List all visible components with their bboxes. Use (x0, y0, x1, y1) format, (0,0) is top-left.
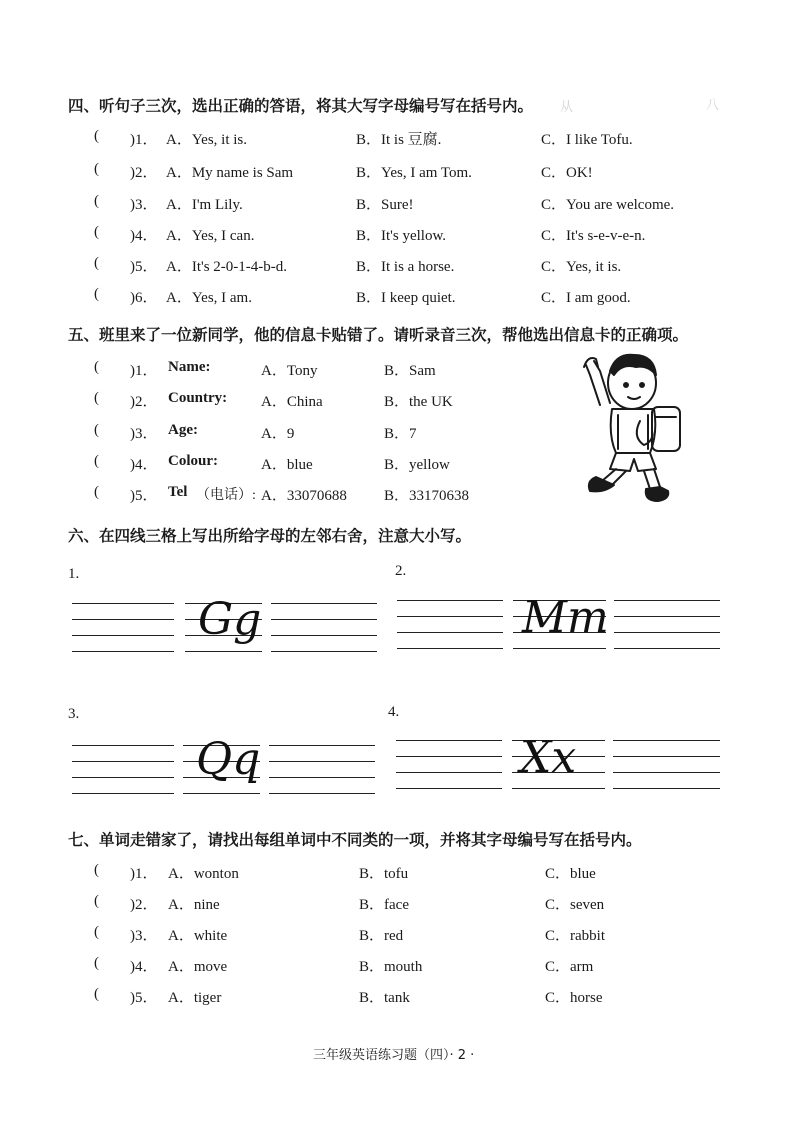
answer-blank[interactable]: ( (94, 161, 99, 177)
answer-blank[interactable]: ( (94, 359, 99, 375)
option-a: A．nine (168, 897, 220, 913)
option-b: B．tank (359, 990, 410, 1006)
option-b: B．Yes, I am Tom. (356, 165, 472, 181)
writing-line (269, 793, 375, 794)
writing-line (397, 632, 503, 633)
option-b: B．It is a horse. (356, 259, 455, 275)
answer-blank[interactable]: ( (94, 862, 99, 878)
answer-blank[interactable]: ( (94, 924, 99, 940)
option-a: A．move (168, 959, 228, 975)
section-6-title: 六、在四线三格上写出所给字母的左邻右舍，注意大小写。 (68, 527, 472, 545)
writing-line (397, 648, 503, 649)
given-letters-qq: Qq (196, 734, 261, 785)
section-5-title: 五、班里来了一位新同学，他的信息卡贴错了。请听录音三次，帮他选出信息卡的正确项。 (68, 326, 689, 344)
field-label: Age: (168, 422, 198, 438)
writing-line (396, 788, 502, 789)
writing-line (397, 616, 503, 617)
option-a: A．I'm Lily. (166, 197, 243, 213)
option-a: A．tiger (168, 990, 222, 1006)
option-c: C．rabbit (545, 928, 605, 944)
writing-line (72, 619, 174, 620)
writing-line (396, 756, 502, 757)
question-number: )3． (130, 197, 158, 213)
option-b: B．7 (384, 426, 417, 442)
writing-line (512, 788, 605, 789)
writing-line (613, 740, 720, 741)
option-b: B．yellow (384, 457, 450, 473)
option-b: B．red (359, 928, 404, 944)
writing-line (614, 600, 720, 601)
question-number: )3． (130, 426, 158, 442)
writing-line (72, 761, 174, 762)
question-number: )4． (130, 457, 158, 473)
question-number: )5． (130, 990, 158, 1006)
option-c: C．seven (545, 897, 605, 913)
writing-line (269, 745, 375, 746)
question-number: )3． (130, 928, 158, 944)
writing-line (72, 793, 174, 794)
option-c: C．I am good. (541, 290, 631, 306)
answer-blank[interactable]: ( (94, 893, 99, 909)
writing-line (613, 788, 720, 789)
answer-blank[interactable]: ( (94, 128, 99, 144)
writing-line (185, 651, 262, 652)
option-c: C．arm (545, 959, 594, 975)
field-label: Tel (168, 484, 188, 500)
option-b: B．face (359, 897, 409, 913)
bleed-through-text: 从 (560, 99, 574, 114)
writing-line (396, 772, 502, 773)
option-c: C．Yes, it is. (541, 259, 622, 275)
option-c: C．blue (545, 866, 596, 882)
field-label: Colour: (168, 453, 218, 469)
answer-blank[interactable]: ( (94, 955, 99, 971)
section-4-title: 四、听句子三次，选出正确的答语，将其大写字母编号写在括号内。 (68, 97, 534, 115)
option-a: A．blue (261, 457, 313, 473)
writing-line (271, 619, 377, 620)
writing-line (269, 761, 375, 762)
option-a: A．It's 2-0-1-4-b-d. (166, 259, 288, 275)
option-c: C．I like Tofu. (541, 132, 633, 148)
question-number: )1． (130, 132, 158, 148)
question-number: )2． (130, 165, 158, 181)
option-a: A．wonton (168, 866, 239, 882)
writing-line (183, 793, 260, 794)
question-number: )1． (130, 866, 158, 882)
page-footer: 三年级英语练习题（四）· 2 · (313, 1048, 475, 1063)
section-7-title: 七、单词走错家了，请找出每组单词中不同类的一项，并将其字母编号写在括号内。 (68, 831, 642, 849)
writing-line (72, 635, 174, 636)
option-b: B．It is 豆腐. (356, 132, 442, 148)
option-c: C．You are welcome. (541, 197, 675, 213)
option-b: B．I keep quiet. (356, 290, 456, 306)
answer-blank[interactable]: ( (94, 484, 99, 500)
field-label-chinese: （电话）: (196, 488, 256, 503)
option-a: A．Yes, I am. (166, 290, 252, 306)
question-number: )2． (130, 897, 158, 913)
option-b: B．It's yellow. (356, 228, 447, 244)
option-b: B．33170638 (384, 488, 470, 504)
writing-line (72, 745, 174, 746)
writing-line (513, 648, 606, 649)
writing-line (271, 635, 377, 636)
student-illustration (560, 345, 690, 505)
answer-blank[interactable]: ( (94, 224, 99, 240)
option-a: A．Yes, it is. (166, 132, 247, 148)
option-b: B．the UK (384, 394, 453, 410)
question-number: )2． (130, 394, 158, 410)
handwriting-item-number: 2. (395, 563, 407, 579)
option-a: A．33070688 (261, 488, 347, 504)
answer-blank[interactable]: ( (94, 390, 99, 406)
writing-line (613, 756, 720, 757)
writing-line (614, 632, 720, 633)
handwriting-item-number: 4. (388, 704, 400, 720)
given-letters-xx: Xx (520, 732, 577, 783)
answer-blank[interactable]: ( (94, 422, 99, 438)
bleed-through-text: 八 (706, 97, 720, 112)
option-a: A．Tony (261, 363, 318, 379)
answer-blank[interactable]: ( (94, 453, 99, 469)
field-label: Name: (168, 359, 211, 375)
question-number: )5． (130, 488, 158, 504)
question-number: )4． (130, 959, 158, 975)
answer-blank[interactable]: ( (94, 286, 99, 302)
option-a: A．My name is Sam (166, 165, 294, 181)
writing-line (271, 651, 377, 652)
writing-line (72, 603, 174, 604)
writing-line (614, 616, 720, 617)
writing-line (397, 600, 503, 601)
option-a: A．white (168, 928, 228, 944)
given-letters-mm: Mm (522, 592, 609, 643)
writing-line (72, 777, 174, 778)
option-c: C．It's s-e-v-e-n. (541, 228, 646, 244)
writing-line (613, 772, 720, 773)
writing-line (614, 648, 720, 649)
handwriting-item-number: 3. (68, 706, 80, 722)
option-c: C．horse (545, 990, 603, 1006)
handwriting-item-number: 1. (68, 566, 80, 582)
field-label: Country: (168, 390, 228, 406)
option-a: A．Yes, I can. (166, 228, 255, 244)
question-number: )1． (130, 363, 158, 379)
writing-line (72, 651, 174, 652)
writing-line (396, 740, 502, 741)
question-number: )6． (130, 290, 158, 306)
given-letters-gg: Gg (198, 594, 262, 645)
option-a: A．9 (261, 426, 295, 442)
option-c: C．OK! (541, 165, 593, 181)
option-a: A．China (261, 394, 323, 410)
answer-blank[interactable]: ( (94, 193, 99, 209)
option-b: B．tofu (359, 866, 409, 882)
writing-line (269, 777, 375, 778)
option-b: B．mouth (359, 959, 423, 975)
option-b: B．Sure! (356, 197, 414, 213)
answer-blank[interactable]: ( (94, 986, 99, 1002)
answer-blank[interactable]: ( (94, 255, 99, 271)
question-number: )5． (130, 259, 158, 275)
option-b: B．Sam (384, 363, 436, 379)
writing-line (271, 603, 377, 604)
question-number: )4． (130, 228, 158, 244)
